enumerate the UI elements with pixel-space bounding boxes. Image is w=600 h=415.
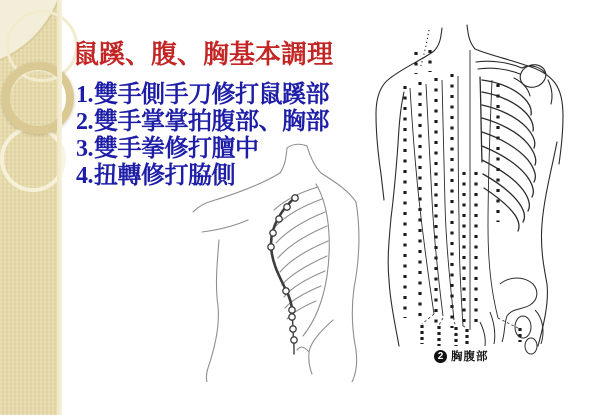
list-item-1 — [76, 82, 329, 109]
list-text: 雙手掌掌拍腹部、胸部 — [94, 109, 329, 135]
list-number: 3. — [76, 136, 93, 162]
list-item-3 — [76, 136, 329, 163]
slide-title: 鼠蹊、腹、胸基本調理 — [73, 40, 334, 69]
sidebar-edge-highlight — [57, 0, 62, 415]
figure-caption — [434, 348, 489, 364]
list-item-2 — [76, 109, 329, 136]
acupuncture-chart-illustration — [372, 22, 568, 368]
list-text: 扭轉修打脇側 — [94, 163, 235, 189]
caption-number-badge: 2 — [434, 350, 447, 363]
technique-list — [76, 82, 329, 190]
list-number: 1. — [76, 82, 93, 108]
list-text: 雙手拳修打膻中 — [94, 136, 259, 162]
list-item-4 — [76, 163, 329, 190]
list-number: 2. — [76, 109, 93, 135]
sidebar-decoration — [0, 0, 62, 415]
list-text: 雙手側手刀修打鼠蹊部 — [94, 82, 329, 108]
caption-text: 胸腹部 — [451, 351, 489, 363]
list-number: 4. — [76, 163, 93, 189]
tan-ring-decoration — [2, 62, 74, 134]
